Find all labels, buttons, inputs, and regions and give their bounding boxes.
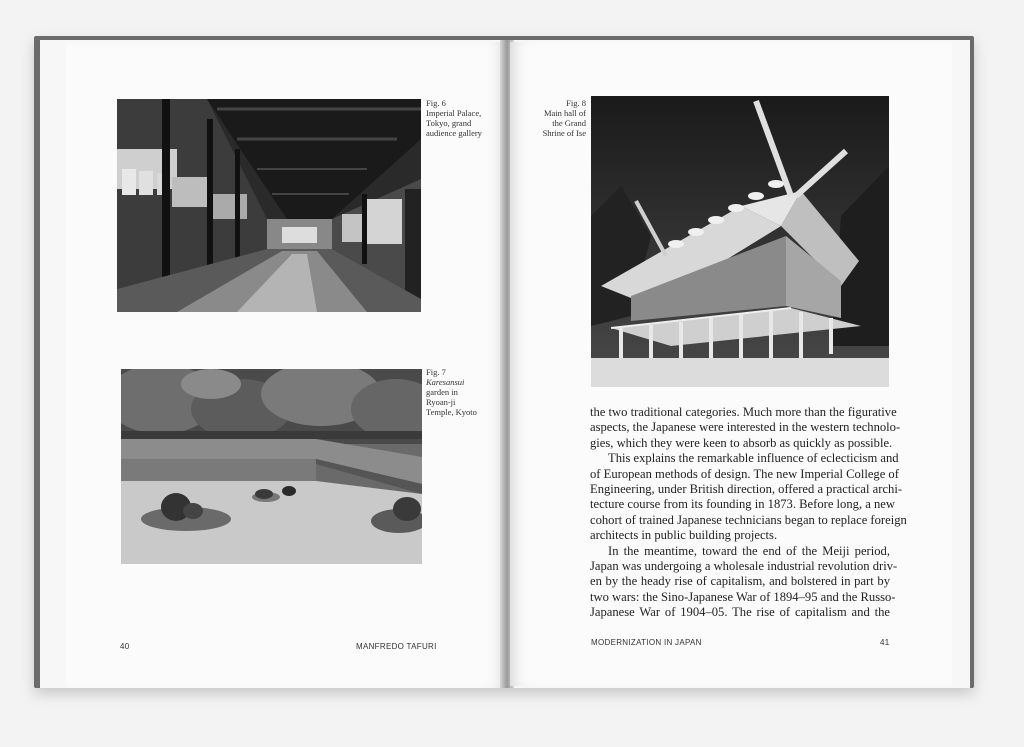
right-running-head: MODERNIZATION IN JAPAN — [591, 638, 702, 647]
body-line: Japanese War of 1904–05. The rise of capitalism and the — [590, 605, 890, 620]
left-running-head: MANFREDO TAFURI — [356, 642, 437, 651]
body-line: In the meantime, toward the end of the Meiji period, — [608, 543, 890, 558]
body-line: the two traditional categories. Much more than the figurative — [590, 405, 897, 419]
body-line: Japan was undergoing a wholesale industrial revolution driv- — [590, 559, 898, 574]
fig8-photo-ise-shrine — [591, 96, 889, 387]
fig6-caption-line: audience gallery — [426, 128, 482, 138]
fig8-caption-line: Shrine of Ise — [542, 128, 586, 138]
fig6-caption — [426, 98, 482, 138]
body-line: en by the heady rise of capitalism, and bolstered in part by — [590, 574, 890, 589]
fig6-caption-line: Tokyo, grand — [426, 118, 472, 128]
fig7-caption-line: Karesansui — [426, 377, 465, 387]
body-line: two wars: the Sino-Japanese War of 1894–95 and the Russo- — [590, 589, 896, 604]
left-page-number: 40 — [120, 642, 130, 651]
body-text — [590, 405, 907, 621]
fig7-caption — [426, 367, 477, 417]
fig7-caption-line: Temple, Kyoto — [426, 407, 477, 417]
body-line: of European methods of design. The new Imperial College of — [590, 466, 899, 481]
fig6-label: Fig. 6 — [426, 98, 446, 108]
body-line: aspects, the Japanese were interested in the western technolo- — [590, 420, 901, 435]
fig7-caption-line: garden in — [426, 387, 458, 397]
fig8-caption-line: the Grand — [552, 118, 586, 128]
body-line: This explains the remarkable influence of eclecticism and — [608, 451, 899, 466]
fig8-caption — [520, 98, 586, 138]
fig7-label: Fig. 7 — [426, 367, 446, 377]
right-page-number: 41 — [880, 638, 890, 647]
corridor-illustration — [117, 99, 421, 312]
fig6-photo-imperial-palace — [117, 99, 421, 312]
body-line: tecture course from its founding in 1873. Before long, a new — [590, 497, 895, 512]
body-line: architects in public building projects. — [590, 528, 778, 543]
body-line: Engineering, under British direction, offered a practical archi- — [590, 482, 903, 497]
fig6-caption-line: Imperial Palace, — [426, 108, 482, 118]
fig7-photo-ryoanji-garden — [121, 369, 422, 564]
body-line: cohort of trained Japanese technicians began to replace foreign — [590, 512, 907, 527]
shrine-illustration — [591, 96, 889, 387]
fig8-label: Fig. 8 — [566, 98, 586, 108]
fig7-caption-line: Ryoan-ji — [426, 397, 456, 407]
garden-illustration — [121, 369, 422, 564]
fig8-caption-line: Main hall of — [543, 108, 586, 118]
body-line: gies, which they were keen to absorb as quickly as possible. — [590, 435, 893, 450]
